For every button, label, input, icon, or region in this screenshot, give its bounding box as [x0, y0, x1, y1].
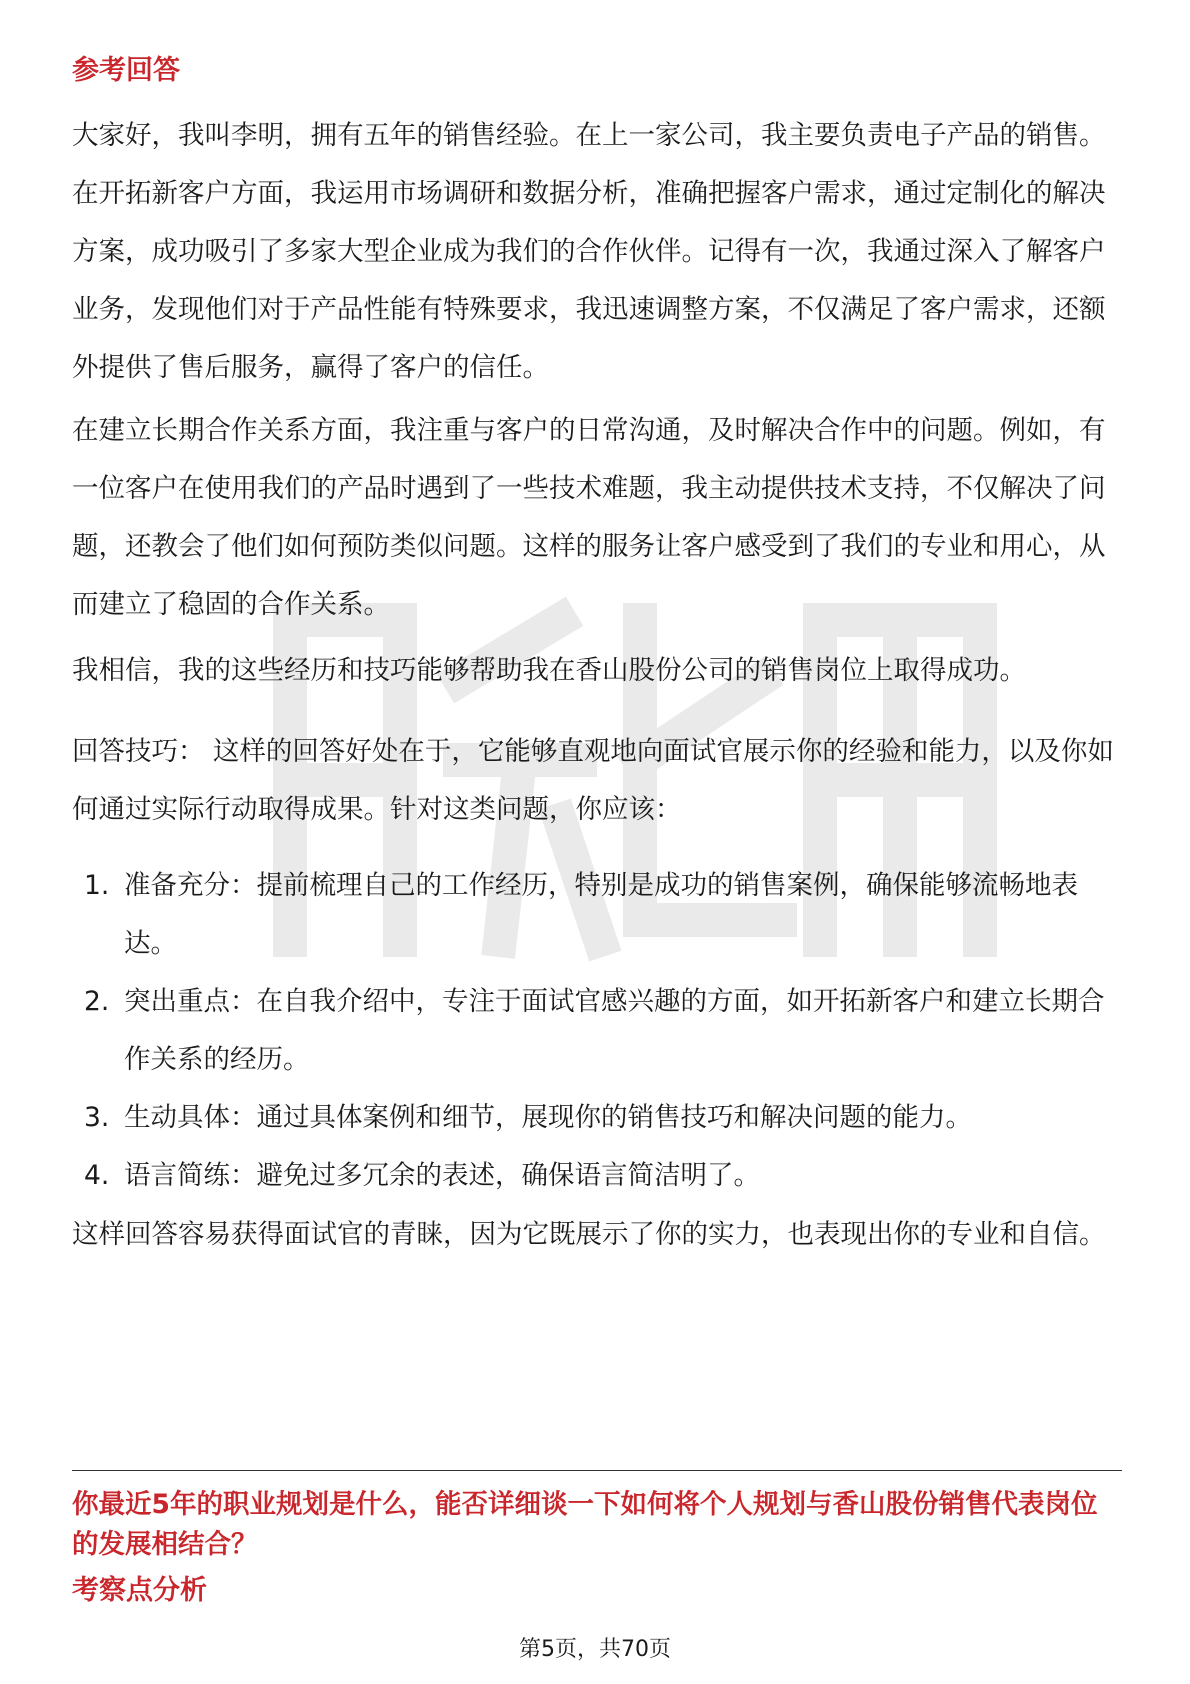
list-item-text: 生动具体：通过具体案例和细节，展现你的销售技巧和解决问题的能力。: [124, 1102, 972, 1133]
answer-paragraph-1: 大家好，我叫李明，拥有五年的销售经验。在上一家公司，我主要负责电子产品的销售。在开拓新客户方面，我运用市场调研和数据分析，准确把握客户需求，通过定制化的解决方案，成功吸引了多家大型企业成为我们的合作伙伴。记得有一次，我通过深入了解客户业务，发现他们对于产品性能有特殊要求，我迅速调整方案，不仅满足了客户需求，还额外提供了售后服务，赢得了客户的信任。: [72, 120, 1106, 383]
tips-intro: 回答技巧： 这样的回答好处在于，它能够直观地向面试官展示你的经验和能力，以及你如何通过实际行动取得成果。针对这类问题，你应该：: [72, 736, 1114, 825]
list-item-text: 准备充分：提前梳理自己的工作经历，特别是成功的销售案例，确保能够流畅地表达。: [124, 870, 1078, 959]
list-item-number: 1.: [84, 870, 110, 901]
analysis-heading: 考察点分析: [72, 1575, 207, 1606]
tips-conclusion: 这样回答容易获得面试官的青睐，因为它既展示了你的实力，也表现出你的专业和自信。: [72, 1219, 1106, 1250]
list-item-text: 突出重点：在自我介绍中，专注于面试官感兴趣的方面，如开拓新客户和建立长期合作关系的经历。: [124, 986, 1105, 1075]
answer-paragraph-3: 我相信，我的这些经历和技巧能够帮助我在香山股份公司的销售岗位上取得成功。: [72, 655, 1026, 686]
section-divider: [72, 1470, 1122, 1471]
tips-list: [72, 857, 1122, 1205]
page-footer: 第5页，共70页: [519, 1637, 671, 1662]
list-item: [72, 973, 1122, 1089]
list-item: [72, 1147, 1122, 1205]
list-item: [72, 1089, 1122, 1147]
list-item-number: 3.: [84, 1102, 110, 1133]
reference-answer-heading: 参考回答: [72, 55, 180, 86]
answer-paragraph-2: 在建立长期合作关系方面，我注重与客户的日常沟通，及时解决合作中的问题。例如，有一位客户在使用我们的产品时遇到了一些技术难题，我主动提供技术支持，不仅解决了问题，还教会了他们如何预防类似问题。这样的服务让客户感受到了我们的专业和用心，从而建立了稳固的合作关系。: [72, 415, 1106, 620]
list-item-text: 语言简练：避免过多冗余的表述，确保语言简洁明了。: [124, 1160, 760, 1191]
list-item-number: 2.: [84, 986, 110, 1017]
list-item: [72, 857, 1122, 973]
next-question: 你最近5年的职业规划是什么，能否详细谈一下如何将个人规划与香山股份销售代表岗位的发展相结合？: [72, 1489, 1098, 1560]
list-item-number: 4.: [84, 1160, 110, 1191]
